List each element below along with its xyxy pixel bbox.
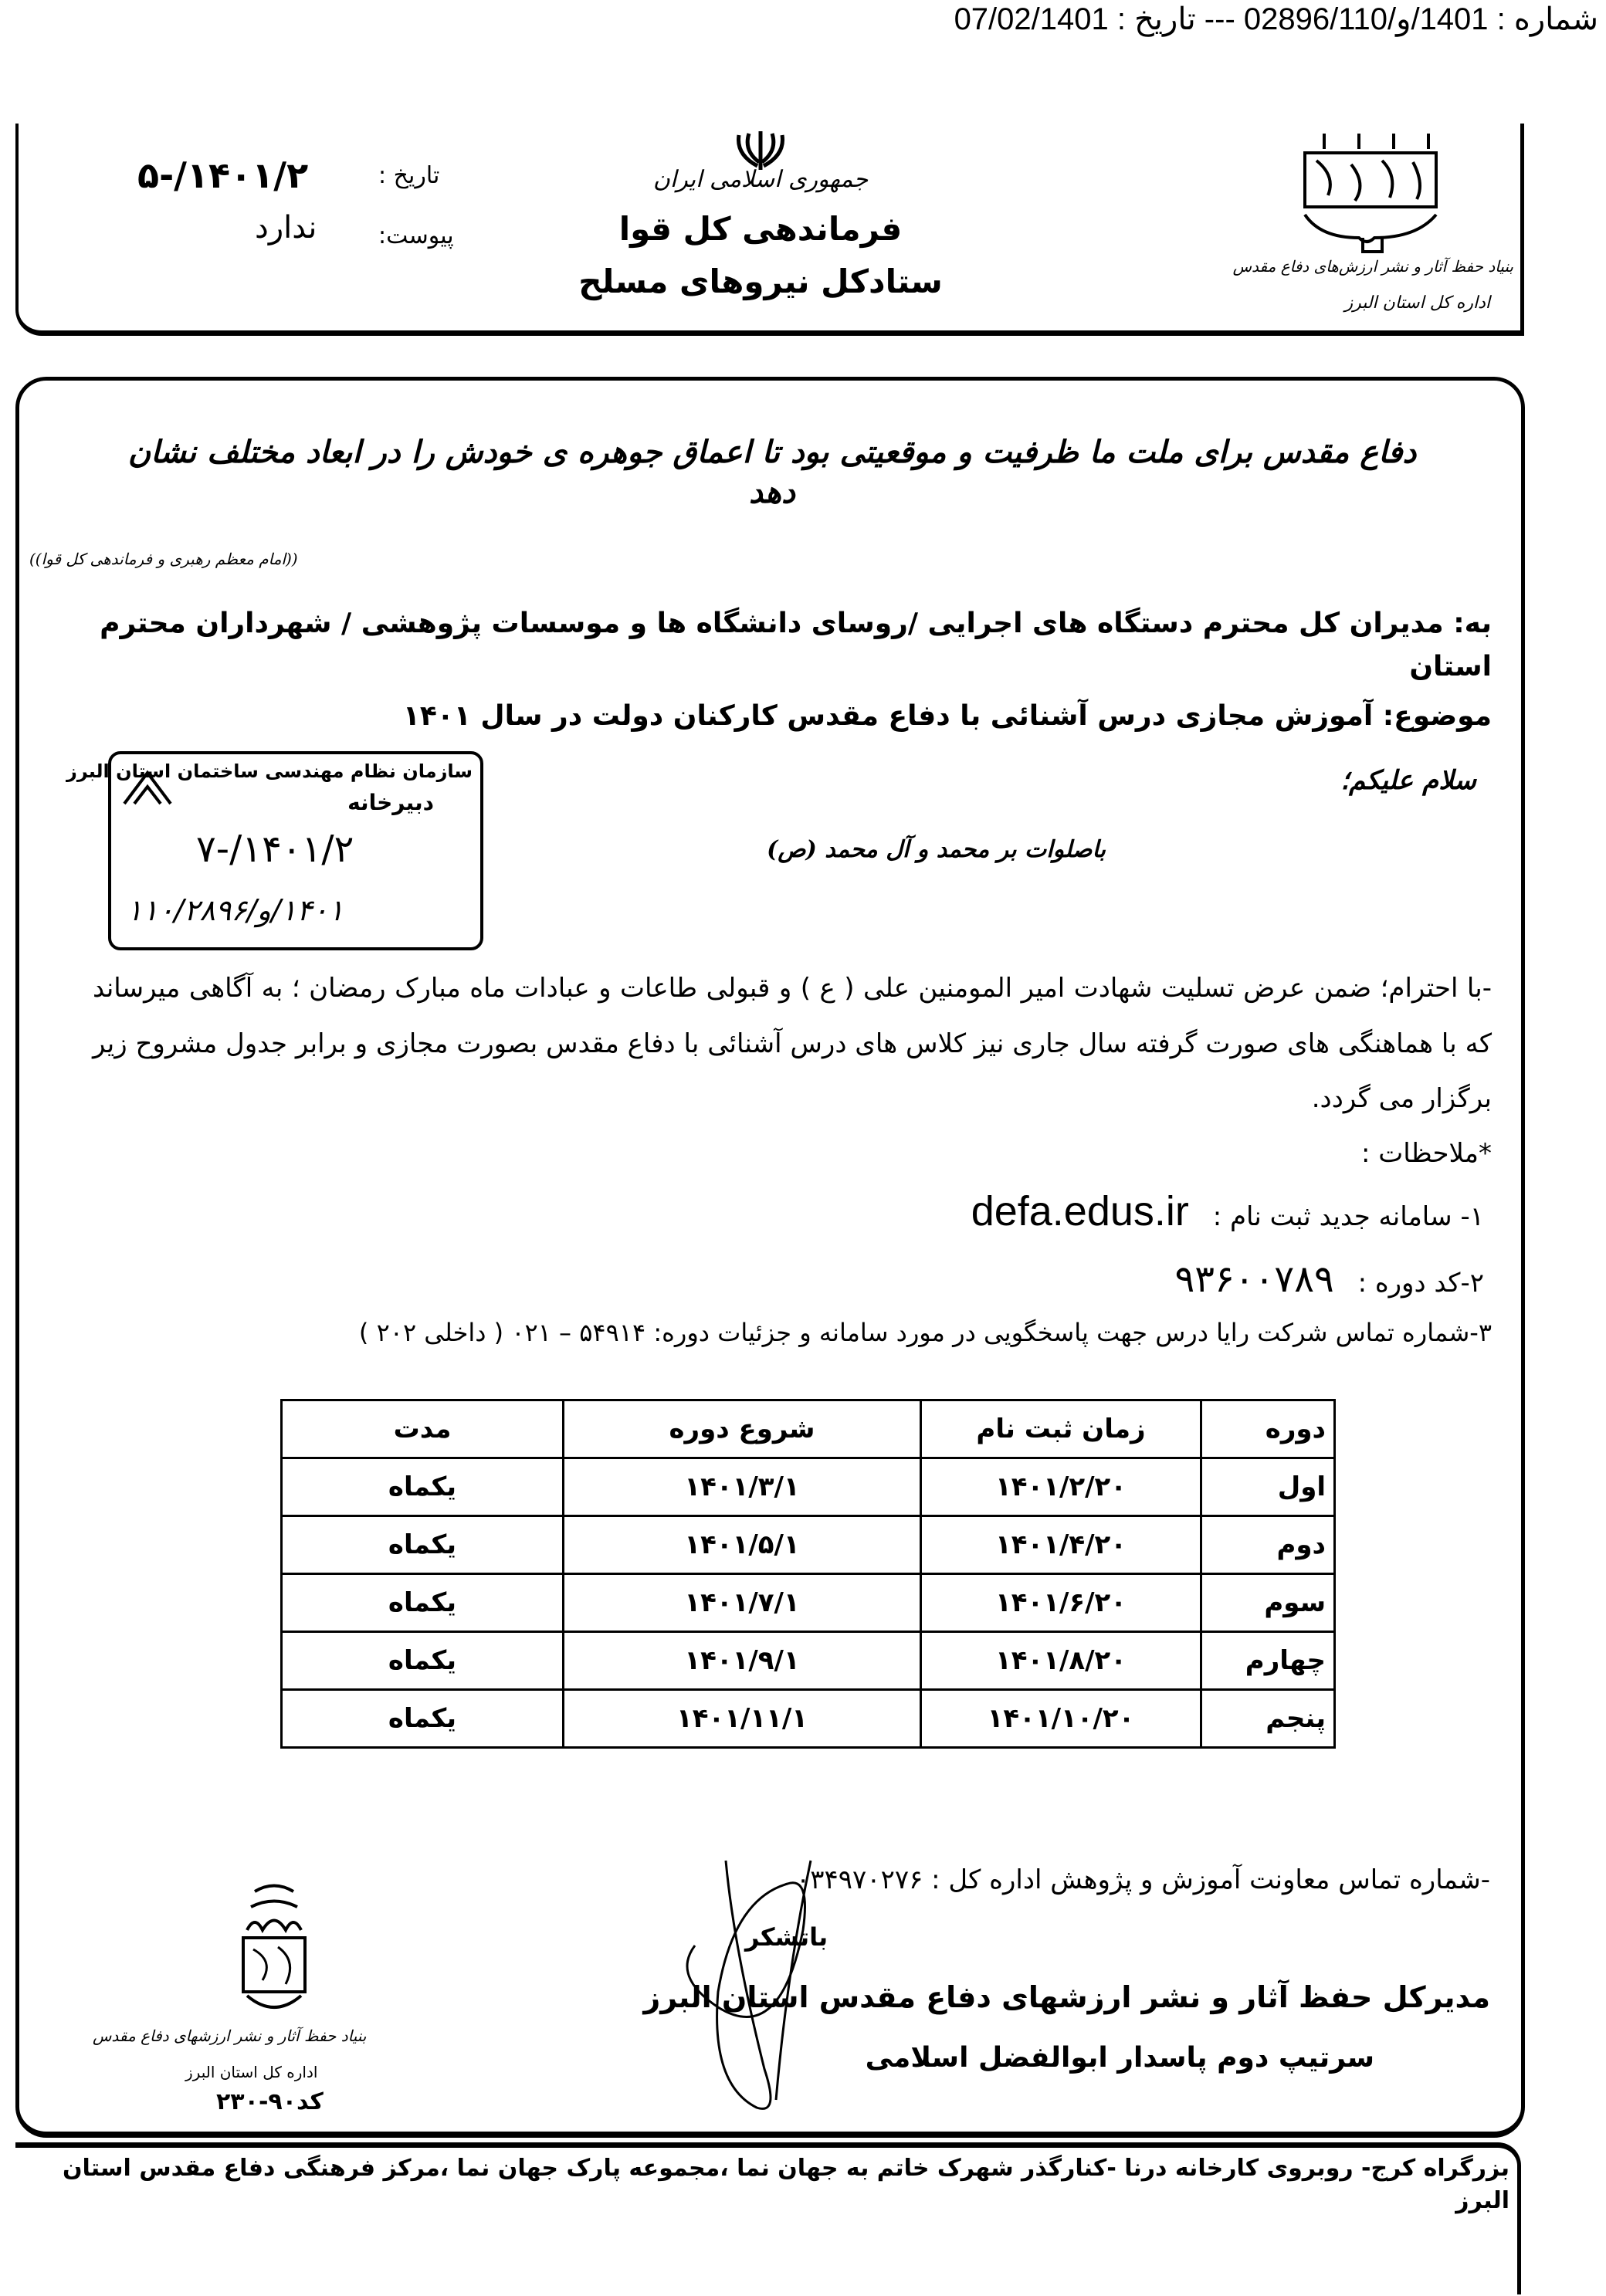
republic-name: جمهوری اسلامی ایران xyxy=(652,166,869,193)
cell: یکماه xyxy=(282,1631,564,1689)
recipient-line: به: مدیران کل محترم دستگاه های اجرایی /روسای دانشگاه ها و موسسات پژوهشی / شهرداران محترم استان xyxy=(100,608,1492,682)
footer-address: بزرگراه کرج- روبروی کارخانه درنا -کنارگذر شهرک خاتم به جهان نما ،مجموعه پارک جهان نما ،مرکز فرهنگی دفاع مقدس استان البرز xyxy=(62,2155,1509,2214)
cell: ۱۴۰۱/۳/۱ xyxy=(564,1458,921,1515)
greeting: سلام علیکم؛ xyxy=(1340,765,1476,797)
cell: ۱۴۰۱/۷/۱ xyxy=(564,1573,921,1631)
cell: یکماه xyxy=(282,1689,564,1747)
table-row xyxy=(282,1573,1335,1631)
note-3: ۳-شماره تماس شرکت رایا درس جهت پاسخگویی در مورد سامانه و جزئیات دوره: ۵۴۹۱۴ – ۰۲۱ ( داخلی ۲۰۲ ) xyxy=(358,1318,1492,1348)
table-row xyxy=(282,1458,1335,1515)
signer-title: مدیرکل حفظ آثار و نشر ارزشهای دفاع مقدس استان البرز xyxy=(643,1980,1490,2014)
notes-label: *ملاحظات : xyxy=(1360,1137,1492,1169)
header-cell: زمان ثبت نام xyxy=(921,1400,1201,1458)
cell: ۱۴۰۱/۵/۱ xyxy=(564,1515,921,1573)
table-header-row xyxy=(282,1400,1335,1458)
letter-body xyxy=(66,602,1492,1749)
logo-caption-2: اداره کل استان البرز xyxy=(1344,293,1490,313)
body-line-2: میرساند که با هماهنگی های صورت گرفته سال جاری نیز کلاس های درس آشنائی با دفاع مقدس بصورت مجازی و برابر xyxy=(93,973,1492,1059)
cell: ۱۴۰۱/۶/۲۰ xyxy=(921,1573,1201,1631)
org-seal-icon xyxy=(232,1884,317,2023)
org-logo-icon xyxy=(1289,130,1452,253)
logo-caption-1: بنیاد حفظ آثار و نشر ارزش‌های دفاع مقدس xyxy=(1232,257,1513,276)
note-2 xyxy=(93,1251,1492,1308)
cell: ۱۴۰۱/۹/۱ xyxy=(564,1631,921,1689)
header-cell: مدت xyxy=(282,1400,564,1458)
signer-name: سرتیپ دوم پاسدار ابوالفضل اسلامی xyxy=(865,2042,1374,2074)
cell: پنجم xyxy=(1201,1689,1335,1747)
cell: دوم xyxy=(1201,1515,1335,1573)
cell: یکماه xyxy=(282,1573,564,1631)
header-cell: دوره xyxy=(1201,1400,1335,1458)
header-line2: ستادکل نیروهای مسلح xyxy=(578,262,943,300)
document-number-stamp: شماره : 1401/و/02896/110 --- تاریخ : 07/02/1401 xyxy=(954,2,1598,36)
registration-url: defa.edus.ir xyxy=(971,1188,1189,1235)
body-line-1: -با احترام؛ ضمن عرض تسلیت شهادت امیر المومنین علی ( ع ) و قبولی طاعات و عبادات ماه مبارک رمضان ؛ به آگاهی xyxy=(188,973,1492,1004)
table-row xyxy=(282,1689,1335,1747)
note-1-label: ۱- سامانه جدید ثبت نام : xyxy=(1212,1201,1484,1233)
cell: ۱۴۰۱/۲/۲۰ xyxy=(921,1458,1201,1515)
closing: باتشکر xyxy=(745,1922,828,1952)
stamp-number: ۱۴۰۱/و/۱۱۰/۲۸۹۶ xyxy=(127,893,344,928)
cell: ۱۴۰۱/۴/۲۰ xyxy=(921,1515,1201,1573)
cell: سوم xyxy=(1201,1573,1335,1631)
slogan-source: ((امام معظم رهبری و فرماندهی کل قوا)) xyxy=(29,550,298,568)
subject-line: موضوع: آموزش مجازی درس آشنائی با دفاع مقدس کارکنان دولت در سال ۱۴۰۱ xyxy=(402,699,1492,732)
cell: ۱۴۰۱/۱۰/۲۰ xyxy=(921,1689,1201,1747)
stamp-date: ۱۴۰۱/۲/-۷ xyxy=(196,828,354,872)
body-line-3: جدول مشروح زیر برگزار می گردد. xyxy=(93,1028,1492,1115)
header-line1: فرماندهی کل قوا xyxy=(618,210,903,248)
table-row xyxy=(282,1631,1335,1689)
signature xyxy=(649,1853,865,2131)
attachment-label: پیوست: xyxy=(378,222,454,249)
course-code: ۹۳۶۰۰۷۸۹ xyxy=(1174,1257,1334,1301)
note-1 xyxy=(93,1180,1492,1245)
cell: یکماه xyxy=(282,1458,564,1515)
table-row xyxy=(282,1515,1335,1573)
salutation: باصلوات بر محمد و آل محمد (ص) xyxy=(767,836,1106,864)
cell: اول xyxy=(1201,1458,1335,1515)
header-cell: شروع دوره xyxy=(564,1400,921,1458)
received-stamp xyxy=(66,751,483,950)
seal-code: کد۹۰-۲۳۰ xyxy=(216,2088,324,2115)
date-value: ۱۴۰۱/۲/-۵ xyxy=(137,154,309,196)
attachment-value: ندارد xyxy=(255,210,317,246)
body-paragraph xyxy=(93,961,1492,1126)
schedule-table xyxy=(280,1399,1336,1749)
cell: یکماه xyxy=(282,1515,564,1573)
contact-line: -شماره تماس معاونت آموزش و پژوهش اداره کل : ۰۳۴۹۷۰۲۷۶ xyxy=(796,1864,1490,1895)
stamp-org: سازمان نظام مهندسی ساختمان استان البرز xyxy=(66,760,473,783)
seal-caption-1: بنیاد حفظ آثار و نشر ارزشهای دفاع مقدس xyxy=(93,2027,367,2045)
date-label: تاریخ : xyxy=(378,162,440,189)
cell: ۱۴۰۱/۱۱/۱ xyxy=(564,1689,921,1747)
stamp-office: دبیرخانه xyxy=(347,790,434,816)
note-2-label: ۲-کد دوره : xyxy=(1357,1267,1484,1299)
seal-caption-2: اداره کل استان البرز xyxy=(185,2063,318,2081)
cell: ۱۴۰۱/۸/۲۰ xyxy=(921,1631,1201,1689)
cell: چهارم xyxy=(1201,1631,1335,1689)
slogan: دفاع مقدس برای ملت ما ظرفیت و موقعیتی بود تا اعماق جوهره ی خودش را در ابعاد مختلف نشان دهد xyxy=(127,434,1417,510)
